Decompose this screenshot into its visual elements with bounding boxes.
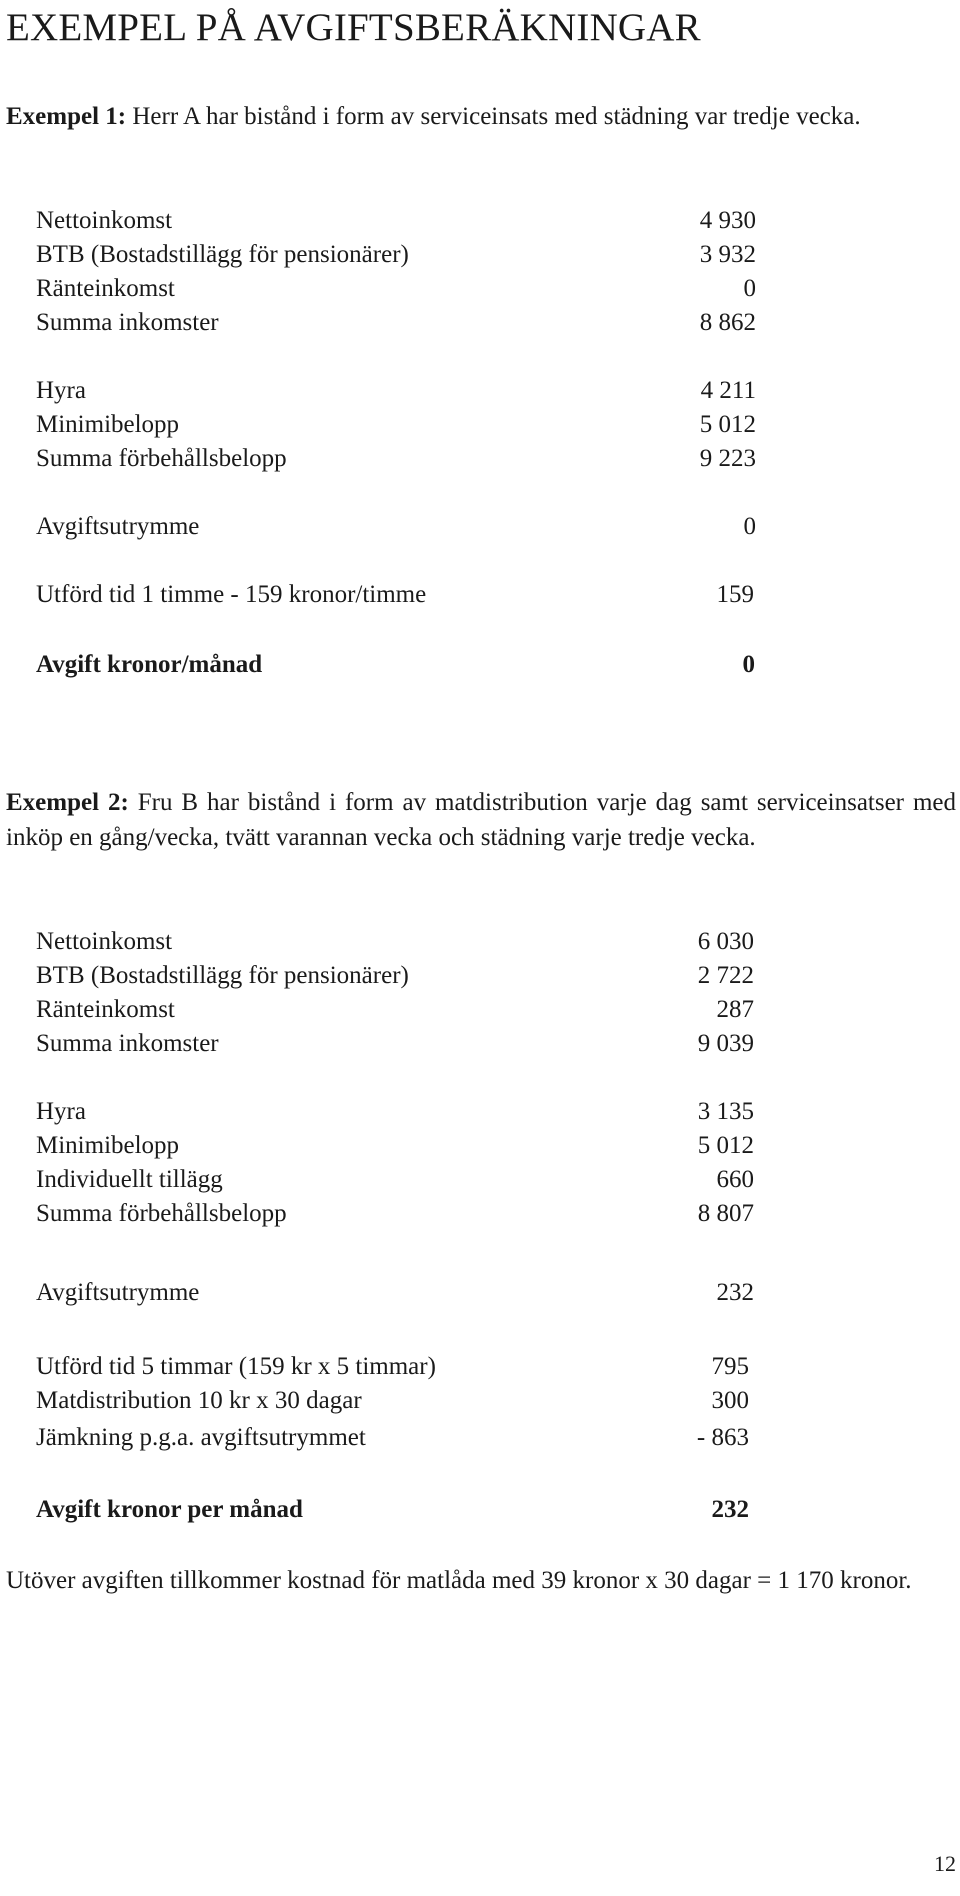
- calc-row-label: Minimibelopp: [36, 411, 180, 438]
- example-2-intro: [6, 785, 956, 855]
- calc-row-label: Nettoinkomst: [36, 207, 173, 234]
- calc-row-label: Hyra: [36, 1098, 86, 1125]
- example-1-description: Herr A har bistånd i form av serviceinsats med städning var tredje vecka.: [132, 103, 861, 130]
- calc-row-label: Avgift kronor per månad: [36, 1496, 303, 1523]
- calc-row-value: 3 932: [699, 241, 756, 268]
- calc-row-value: 287: [716, 996, 754, 1023]
- calc-row-value: 300: [711, 1387, 749, 1414]
- calc-row-value: 6 030: [697, 928, 754, 955]
- calc-row-value: 4 930: [699, 207, 756, 234]
- calc-row-label: Ränteinkomst: [36, 275, 175, 302]
- calc-row-value: 159: [716, 581, 754, 608]
- example-1-heading: Exempel 1:: [6, 103, 127, 130]
- calc-row-label: Summa förbehållsbelopp: [36, 445, 287, 472]
- calc-row-label: Utförd tid 1 timme - 159 kronor/timme: [36, 581, 427, 608]
- calc-row-label: BTB (Bostadstillägg för pensionärer): [36, 962, 409, 989]
- calc-row-label: BTB (Bostadstillägg för pensionärer): [36, 241, 409, 268]
- calc-row-label: Minimibelopp: [36, 1132, 180, 1159]
- calc-row-label: Utförd tid 5 timmar (159 kr x 5 timmar): [36, 1353, 436, 1380]
- calc-row-value: 9 223: [699, 445, 756, 472]
- example-2-heading: Exempel 2:: [6, 789, 129, 816]
- calc-row-value: 795: [711, 1353, 749, 1380]
- example-1-intro: [6, 99, 956, 134]
- calc-row-value: 5 012: [697, 1132, 754, 1159]
- calc-row-label: Summa förbehållsbelopp: [36, 1200, 287, 1227]
- calc-row-value: 5 012: [699, 411, 756, 438]
- calc-row-label: Matdistribution 10 kr x 30 dagar: [36, 1387, 362, 1414]
- calc-row-value: 8 807: [697, 1200, 754, 1227]
- footer-note: Utöver avgiften tillkommer kostnad för matlåda med 39 kronor x 30 dagar = 1 170 kronor.: [6, 1567, 912, 1594]
- calc-row-value: 232: [711, 1496, 749, 1523]
- calc-row-value: 8 862: [699, 309, 756, 336]
- calc-row-value: 0: [742, 651, 755, 678]
- calc-row-label: Summa inkomster: [36, 1030, 219, 1057]
- calc-row-value: 9 039: [697, 1030, 754, 1057]
- calc-row-label: Ränteinkomst: [36, 996, 175, 1023]
- page-title: EXEMPEL PÅ AVGIFTSBERÄKNINGAR: [6, 6, 701, 49]
- calc-row-value: 0: [743, 275, 756, 302]
- calc-row-value: 232: [716, 1279, 754, 1306]
- calc-row-label: Avgiftsutrymme: [36, 1279, 200, 1306]
- calc-row-value: 3 135: [697, 1098, 754, 1125]
- calc-row-value: 4 211: [700, 377, 756, 404]
- calc-row-label: Avgift kronor/månad: [36, 651, 263, 678]
- calc-row-label: Hyra: [36, 377, 86, 404]
- calc-row-label: Avgiftsutrymme: [36, 513, 200, 540]
- calc-row-label: Jämkning p.g.a. avgiftsutrymmet: [36, 1424, 366, 1451]
- calc-row-value: - 863: [696, 1424, 749, 1451]
- page-number: 12: [934, 1851, 956, 1876]
- calc-row-value: 0: [743, 513, 756, 540]
- calc-row-value: 660: [716, 1166, 754, 1193]
- calc-row-label: Nettoinkomst: [36, 928, 173, 955]
- calc-row-label: Summa inkomster: [36, 309, 219, 336]
- calc-row-label: Individuellt tillägg: [36, 1166, 223, 1193]
- calc-row-value: 2 722: [697, 962, 754, 989]
- example-2-description: Fru B har bistånd i form av matdistribution varje dag samt serviceinsatser med inköp en gång/vecka, tvätt varannan vecka och städning varje tredje vecka.: [6, 789, 956, 851]
